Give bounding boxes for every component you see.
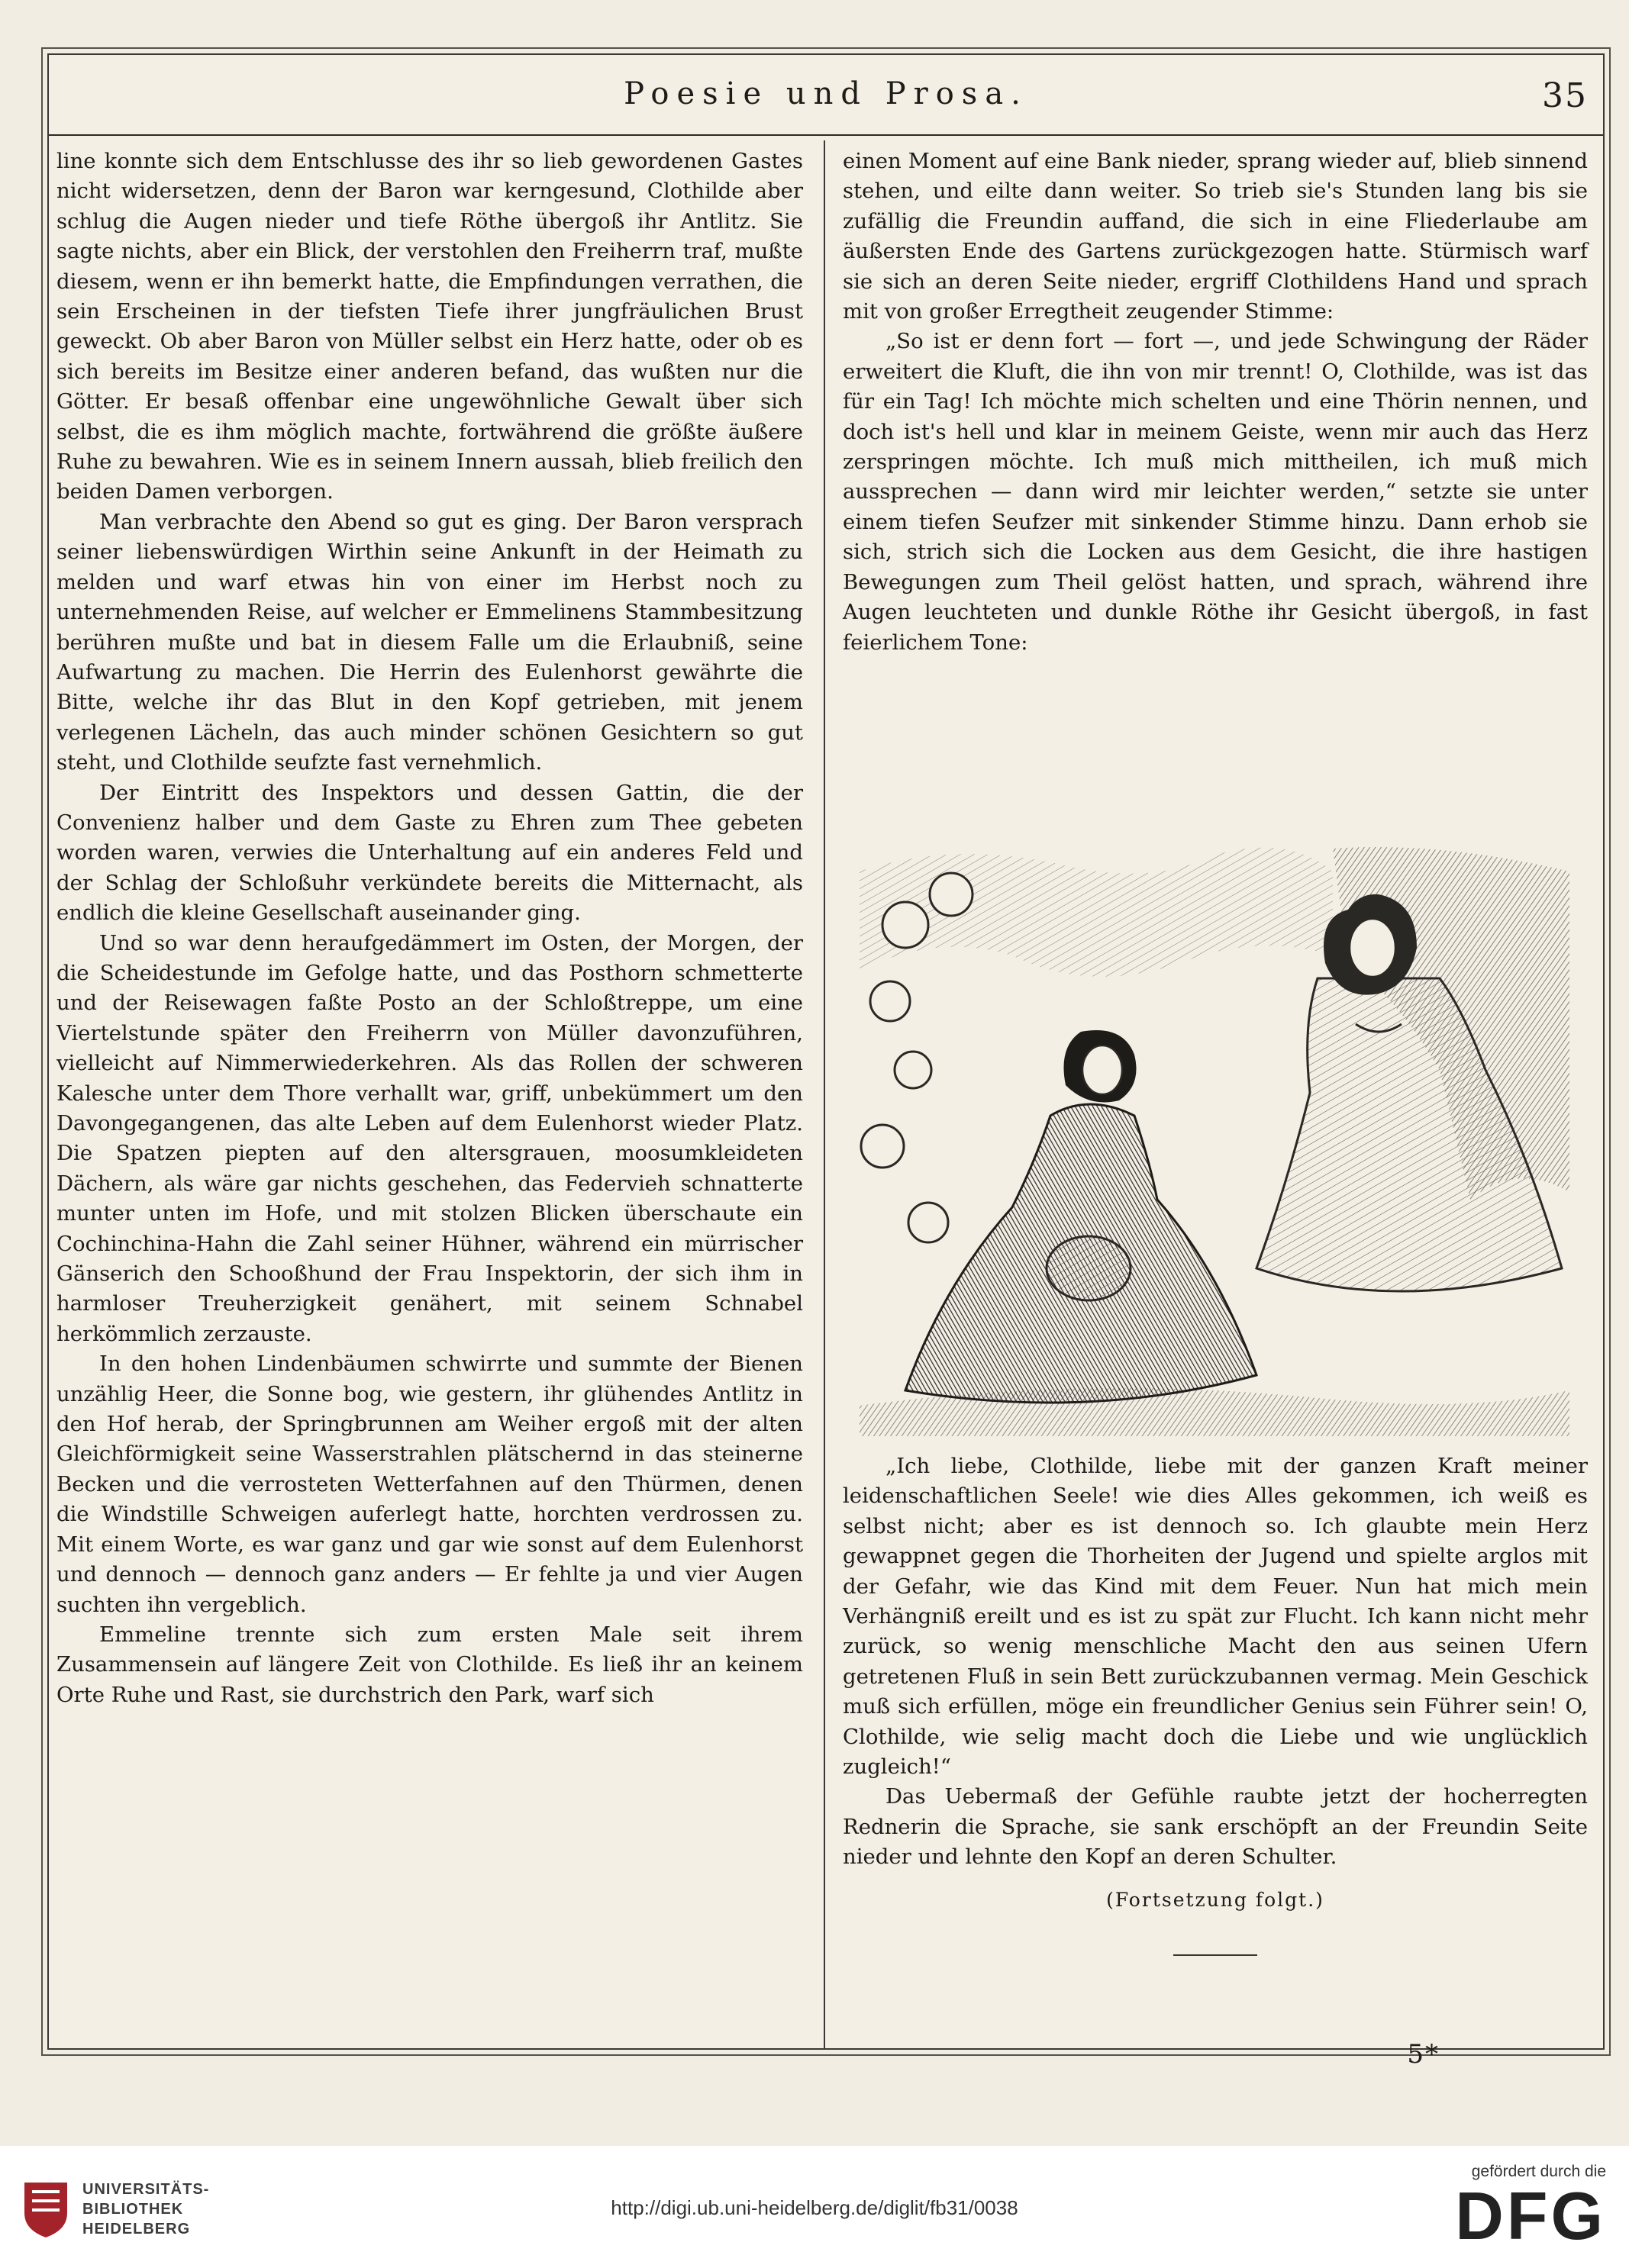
library-name-line: UNIVERSITÄTS- [82, 2181, 210, 2198]
library-name-line: HEIDELBERG [82, 2221, 191, 2237]
dfg-logo-text: DFG [1455, 2178, 1606, 2254]
page-number: 35 [1542, 76, 1588, 115]
library-name-line: BIBLIOTHEK [82, 2201, 184, 2218]
digitization-footer [0, 2146, 1629, 2268]
paragraph: „Ich liebe, Clothilde, liebe mit der ganzen Kraft meiner leidenschaftlichen Seele! wie dies Alles gekommen, ich weiß es selbst nicht; aber es ist dennoch so. Ich glaubte mein Herz gewappnet gegen die Thorheiten der Jugend und spielte arglos mit der Gefahr, wie das Kind mit dem Feuer. Nun hat mich mein Verhängniß ereilt und es ist zu spät zur Flucht. Ich kann nicht mehr zurück, so wenig menschliche Macht den aus seinen Ufern getretenen Fluß in sein Bett zurückzubannen vermag. Mein Geschick muß sich erfüllen, möge ein freundlicher Genius sein Führer sein! O, Clothilde, wie selig macht doch die Liebe und wie unglücklich zugleich!“ [843, 1454, 1588, 1780]
paragraph: Der Eintritt des Inspektors und dessen Gattin, die der Convenienz halber und dem Gaste zu Ehren zum Thee gebeten worden waren, verwies die Unterhaltung auf ein anderes Feld und der Schlag der Schloßuhr verkündete bereits die Mitternacht, als endlich die kleine Gesellschaft auseinander ging. [56, 780, 803, 926]
funder-text: gefördert durch die [1471, 2163, 1606, 2180]
engraving-illustration [860, 841, 1569, 1436]
paragraph: einen Moment auf eine Bank nieder, sprang wieder auf, blieb sinnend stehen, und eilte dann weiter. So trieb sie's Stunden lang bis sie zufällig die Freundin auffand, die sich in eine Fliederlaube am äußersten Ende des Gartens zurückgezogen hatte. Stürmisch warf sie sich an deren Seite nieder, ergriff Clothildens Hand und sprach mit von großer Erregtheit zeugender Stimme: [843, 149, 1588, 324]
right-column-top [843, 147, 1588, 658]
paragraph: Und so war denn heraufgedämmert im Osten, der Morgen, der die Scheidestunde im Gefolge hatte, und das Posthorn schmetterte und der Reisewagen faßte Posto an der Schloßtreppe, um eine Viertelstunde später den Freiherrn von Müller davonzuführen, vielleicht auf Nimmerwiederkehren. Als das Rollen der schweren Kalesche unter dem Thore verhallt war, griff, unbekümmert um den Davongegangenen, das alte Leben auf dem Eulenhorst wieder Platz. Die Spatzen piepten auf den altersgrauen, moosumkleideten Dächern, als wäre gar nichts geschehen, das Federvieh schnatterte munter unten im Hofe, und mit stolzen Blicken überschaute ein Cochinchina-Hahn die Zahl seiner Hühner, während ein mürrischer Gänserich den Schooßhund der Frau Inspektorin, der sich ihm in harmloser Treuherzigkeit genähert, mit seinem Schnabel herkömmlich zerzauste. [56, 930, 803, 1346]
paragraph: line konnte sich dem Entschlusse des ihr so lieb gewordenen Gastes nicht widersetzen, denn der Baron war kerngesund, Clothilde aber schlug die Augen nieder und tiefe Röthe übergoß ihr Antlitz. Sie sagte nichts, aber ein Blick, der verstohlen den Freiherrn traf, mußte diesem, wenn er ihn bemerkt hatte, die Empfindungen verrathen, die sein Erscheinen in der tiefsten Tiefe ihrer jungfräulichen Brust geweckt. Ob aber Baron von Müller selbst ein Herz hatte, oder ob es sich bereits im Besitze einer anderen befand, das wußten nur die Götter. Er besaß offenbar eine ungewöhnliche Gewalt über sich selbst, die es ihm möglich machte, fortwährend die größte äußere Ruhe zu bewahren. Wie es in seinem Innern aussah, blieb freilich den beiden Damen verborgen. [56, 149, 803, 504]
end-rule [1173, 1954, 1257, 1956]
source-url[interactable]: http://digi.ub.uni-heidelberg.de/diglit/fb31/0038 [611, 2196, 1018, 2219]
paragraph: Das Uebermaß der Gefühle raubte jetzt der hocherregten Rednerin die Sprache, sie sank erschöpft an der Freundin Seite nieder und lehnte den Kopf an deren Schulter. [843, 1784, 1588, 1870]
running-title: Poesie und Prosa. [624, 76, 1028, 111]
signature-mark: 5* [1407, 2039, 1440, 2070]
two-women-arbor-engraving [860, 841, 1569, 1436]
paragraph: Emmeline trennte sich zum ersten Male seit ihrem Zusammensein auf längere Zeit von Clothilde. Es ließ ihr an keinem Orte Ruhe und Rast, sie durchstrich den Park, warf sich [56, 1622, 803, 1707]
paragraph: „So ist er denn fort — fort —, und jede Schwingung der Räder erweitert die Kluft, die ihn von mir trennt! O, Clothilde, was ist das für ein Tag! Ich möchte mich schelten und eine Thörin nennen, und doch ist's hell und klar in meinem Geiste, wenn mir auch das Herz zerspringen möchte. Ich muß mich mittheilen, ich muß mich aussprechen — dann wird mir leichter werden,“ setzte sie unter einem tiefen Seufzer mit sinkender Stimme hinzu. Dann erhob sie sich, strich sich die Locken aus dem Gesicht, die ihre hastigen Bewegungen zum Theil gelöst hatten, und sprach, während ihre Augen leuchteten und dunkle Röthe ihr Gesicht übergoß, in fast feierlichem Tone: [843, 329, 1588, 655]
funder-logo [1423, 2163, 1606, 2262]
right-column-bottom [843, 1451, 1588, 1956]
paragraph: In den hohen Lindenbäumen schwirrte und summte der Bienen unzählig Heer, die Sonne bog, wie gestern, ihr glühendes Antlitz in den Hof herab, der Springbrunnen am Weiher ergoß mit der alten Gleichförmigkeit seine Wasserstrahlen plätschernd in das steinerne Becken und die verrosteten Wetterfahnen auf den Thürmen, denen die Windstille Schweigen auferlegt hatte, horchten verdrossen zu. Mit einem Worte, es war ganz und gar wie sonst auf dem Eulenhorst und dennoch — dennoch ganz anders — Er fehlte ja und vier Augen suchten ihn vergeblich. [56, 1351, 803, 1617]
page-frame [47, 53, 1605, 2050]
running-head [49, 76, 1603, 130]
column-divider [824, 140, 825, 2048]
header-rule [49, 134, 1603, 136]
continuation-note: (Fortsetzung folgt.) [1106, 1888, 1324, 1911]
paragraph: Man verbrachte den Abend so gut es ging. Der Baron versprach seiner liebenswürdigen Wirthin seine Ankunft in der Heimath zu melden und warf etwas hin von einer im Herbst noch zu unternehmenden Reise, auf welcher er Emmelinens Stammbesitzung berühren mußte und bat in diesem Falle um die Erlaubniß, seine Aufwartung zu machen. Die Herrin des Eulenhorst gewährte die Bitte, welche ihr das Blut in den Kopf getrieben, mit jenem verlegenen Lächeln, das auch minder schönen Gesichtern so gut steht, und Clothilde seufzte fast vernehmlich. [56, 509, 803, 775]
left-column [56, 147, 803, 1710]
